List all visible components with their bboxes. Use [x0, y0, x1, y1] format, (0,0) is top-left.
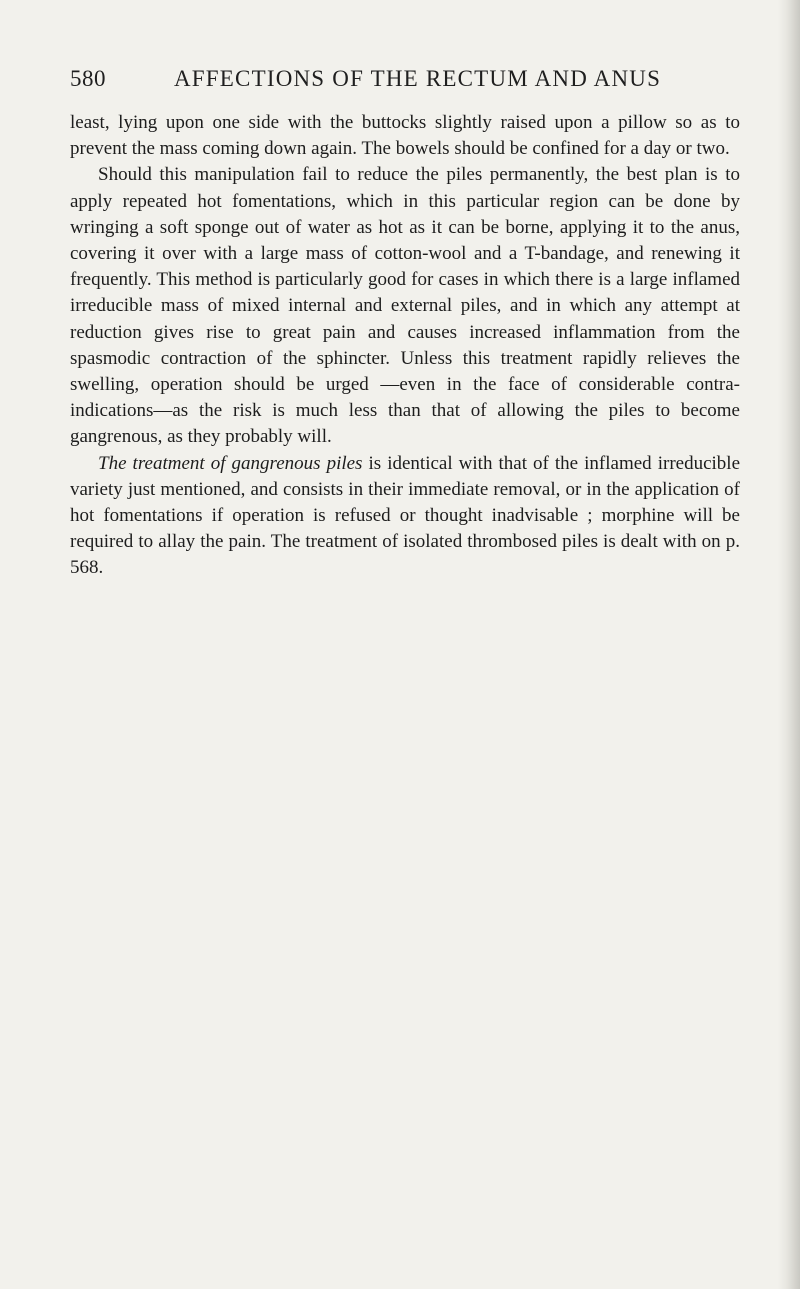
page-header [70, 62, 740, 96]
paragraph-3-italic-lead: The treatment of gangrenous piles [98, 452, 363, 474]
paragraph-2: Should this manipulation fail to reduce the piles permanently, the best plan is to apply repeated hot fomentations, which in this particular region can be done by wringing a soft sponge out of water as hot as it can be borne, applying it to the anus, covering it over with a large mass of cotton-wool and a T-bandage, and renewing it frequently. This method is particularly good for cases in which there is a large inflamed irreducible mass of mixed internal and external piles, and in which any attempt at reduction gives rise to great pain and causes increased inflammation from the spasmodic contraction of the sphincter. Unless this treatment rapidly relieves the swelling, operation should be urged —even in the face of considerable contra-indications—as the risk is much less than that of allowing the piles to become gangrenous, as they probably will. [70, 164, 740, 448]
running-head: AFFECTIONS OF THE RECTUM AND ANUS [174, 66, 662, 91]
page-edge-shadow [778, 0, 800, 1289]
body-text [70, 110, 740, 582]
paragraph-3-text: is identical with that of the inflamed irreducible variety just mentioned, and consists in their immediate removal, or in the application of hot fomentations if operation is refused or thought inadvisable ; morphine will be required to allay the pain. The treatment of isolated thrombosed piles is dealt with on p. 568. [70, 452, 741, 579]
paragraph-3 [70, 451, 740, 582]
paragraph-1: least, lying upon one side with the buttocks slightly raised upon a pillow so as to prevent the mass coming down again. The bowels should be confined for a day or two. [70, 112, 740, 160]
page-number: 580 [70, 66, 106, 91]
